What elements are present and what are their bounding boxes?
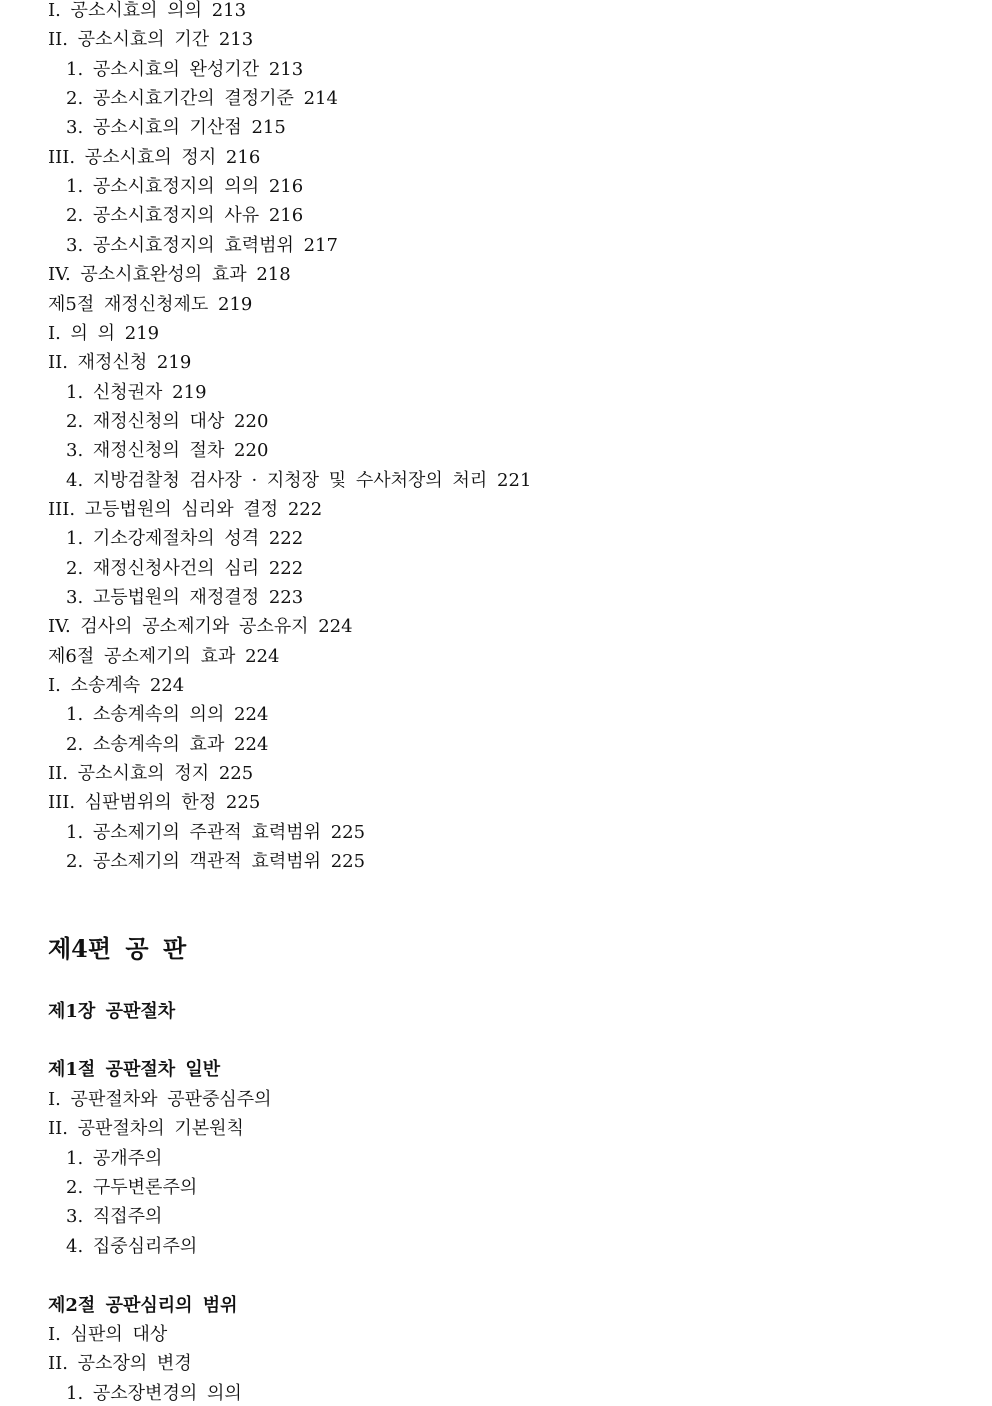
- toc-entry: 2. 공소제기의 객관적 효력범위 225: [66, 851, 366, 873]
- toc-entry: 1. 공소장변경의 의의: [66, 1382, 242, 1404]
- toc-entry: 1. 공소시효의 완성기간 213: [66, 58, 304, 80]
- toc-entry: II. 공소시효의 기간 213: [48, 29, 254, 51]
- toc-entry: 4. 집중심리주의: [66, 1235, 198, 1257]
- chapter-title: 제1장 공판절차: [48, 1001, 176, 1022]
- toc-entry: 1. 공개주의: [66, 1147, 163, 1169]
- toc-entry: III. 공소시효의 정지 216: [48, 146, 261, 168]
- toc-entry: 3. 고등법원의 재정결정 223: [66, 587, 304, 608]
- part-title: 제4편 공 판: [48, 934, 187, 963]
- toc-entry: I. 소송계속 224: [48, 675, 185, 697]
- toc-entry: 2. 구두변론주의: [66, 1177, 198, 1199]
- toc-entry: 3. 재정신청의 절차 220: [66, 440, 269, 462]
- toc-entry: IV. 공소시효완성의 효과 218: [48, 264, 291, 286]
- toc-entry: II. 공판절차의 기본원칙: [48, 1118, 244, 1140]
- toc-entry: III. 고등법원의 심리와 결정 222: [48, 498, 323, 520]
- section-title: 제1절 공판절차 일반: [48, 1059, 221, 1080]
- toc-entry: 1. 공소시효정지의 의의 216: [66, 176, 304, 198]
- toc-entry: II. 공소시효의 정지 225: [48, 763, 254, 785]
- toc-entry: I. 공판절차와 공판중심주의: [48, 1089, 272, 1110]
- toc-entry: 1. 신청권자 219: [66, 381, 207, 403]
- toc-entry: 3. 직접주의: [66, 1206, 163, 1228]
- toc-entry: 2. 소송계속의 효과 224: [66, 733, 269, 755]
- toc-entry: 제6절 공소제기의 효과 224: [48, 645, 280, 667]
- toc-entry: II. 재정신청 219: [48, 352, 192, 374]
- toc-entry: IV. 검사의 공소제기와 공소유지 224: [48, 616, 353, 638]
- toc-entry: 4. 지방검찰청 검사장 · 지청장 및 수사처장의 처리 221: [66, 469, 532, 491]
- toc-entry: 3. 공소시효의 기산점 215: [66, 117, 286, 139]
- toc-entry: I. 의 의 219: [48, 322, 160, 344]
- toc-entry: 1. 기소강제절차의 성격 222: [66, 528, 304, 550]
- toc-entry: II. 공소장의 변경: [48, 1353, 192, 1375]
- toc-entry: 3. 공소시효정지의 효력범위 217: [66, 234, 338, 256]
- toc-entry: 2. 재정신청사건의 심리 222: [66, 557, 304, 579]
- toc-entry: 2. 재정신청의 대상 220: [66, 410, 269, 432]
- toc-entry: 2. 공소시효정지의 사유 216: [66, 205, 304, 227]
- toc-entry: 1. 공소제기의 주관적 효력범위 225: [66, 821, 366, 843]
- section-title: 제2절 공판심리의 범위: [48, 1295, 238, 1316]
- toc-entry: III. 심판범위의 한정 225: [48, 792, 261, 814]
- toc-entry: 제5절 재정신청제도 219: [48, 293, 253, 315]
- toc-entry: I. 심판의 대상: [48, 1324, 168, 1345]
- toc-entry: 2. 공소시효기간의 결정기준 214: [66, 88, 338, 110]
- toc-entry: I. 공소시효의 의의 213: [48, 0, 247, 21]
- toc-entry: 1. 소송계속의 의의 224: [66, 704, 269, 726]
